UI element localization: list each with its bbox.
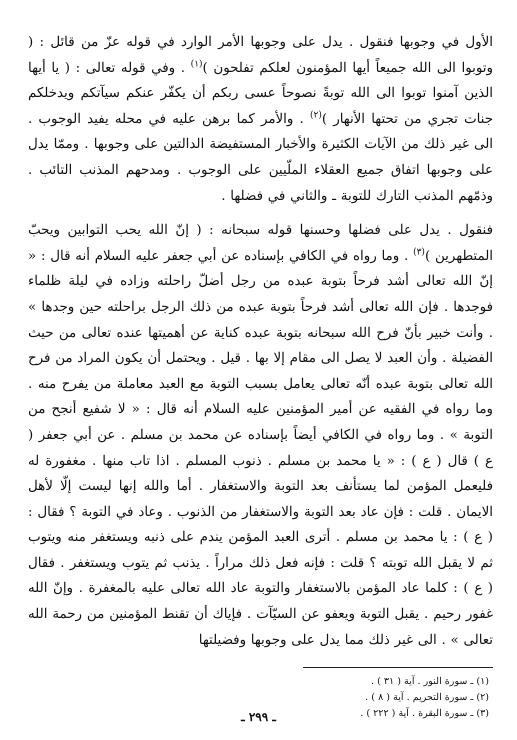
paragraph-1-text-b: . وفي قوله تعالى : ( يا أيها الذين آمنوا توبوا الى الله توبةً نصوحاً عسى ربكم أن يكفّر عنكم سيآتكم ويدخلكم جنات تجري من تحتها الأنهار ): [28, 60, 493, 127]
footnote-divider: [303, 667, 493, 668]
footnote-ref-3[interactable]: (٣): [413, 247, 425, 258]
page-body: [28, 30, 493, 740]
footnote-ref-2[interactable]: (٢): [309, 110, 322, 121]
page-number: ـ ٢٩٩ ـ: [241, 710, 276, 724]
paragraph-obligation: [28, 30, 493, 209]
footnote-item: (١) ـ سورة النور . آية ( ٣١ ) .: [370, 676, 489, 688]
footnote-item: (٣) ـ سورة البقرة . آية ( ٢٢٢ ) .: [360, 708, 489, 720]
paragraph-2-text-a: فنقول . يدل على فضلها وحسنها قوله سبحانه : ( إنّ الله يحب التوابين ويحبّ المتطهرين ): [28, 223, 494, 264]
paragraph-2-text-b: . وما رواه في الكافي بإسناده عن أبي جعفر عليه السلام أنه قال : « إنّ الله تعالى أشد فرحاً بتوبة عبده من رجل أضلّ راحلته وزاده في ليلة ظلماء فوجدها . فإن الله تعالى أشد فرحاً بتوبة عبده من ذلك الرجل براحلته حين وجدها » . وأنت خبير بأنّ فرح الله سبحانه بتوبة عبده كناية عن أهميتها عنده تعالى من حيث الفضيلة . وأن العبد لا يصل الى مقام إلا بها . قيل . ويحتمل أن يكون المراد من فرح الله تعالى بتوبة عبده أنّه تعالى يعامل بسبب التوبة مع العبد معاملة من يفرح منه . وما رواه في الفقيه عن أمير المؤمنين عليه السلام أنه قال : « لا شفيع أنجح من التوبة » . وما رواه في الكافي أيضاً بإسناده عن محمد بن مسلم . عن أبي جعفر ( ع ) قال ( ع ) : « يا محمد بن مسلم . ذنوب المسلم . اذا تاب منها . مغفورة له فليعمل المؤمن لما يستأنف بعد التوبة والاستغفار . أما والله إنها ليست إلّا لأهل الايمان . قلت : فإن عاد بعد التوبة والاستغفار من الذنوب . وعاد في التوبة ؟ فقال : ( ع ) : يا محمد بن مسلم . أترى العبد المؤمن يندم على ذنبه ويستغفر منه ويتوب ثم لا يقبل الله توبته ؟ قلت : فإنه فعل ذلك مراراً . يذنب ثم يتوب ويستغفر . فقال ( ع ) : كلما عاد المؤمن بالاستغفار والتوبة عاد الله تعالى عليه بالمغفرة . وإنّ الله غفور رحيم . يقبل التوبة ويعفو عن السيّآت . فإياك أن تقنط المؤمنين من رحمة الله تعالى » . الى غير ذلك مما يدل على وجوبها وفضيلتها: [28, 248, 493, 648]
paragraph-virtue: [28, 218, 493, 653]
footnote-ref-1[interactable]: (١): [190, 59, 203, 70]
footnote-item: (٢) ـ سورة التحريم . آية ( ٨ ) .: [365, 692, 489, 704]
paragraph-1-text-a: الأول في وجوبها فنقول . يدل على وجوبها الأمر الوارد في قوله عزّ من قائل : ( وتوبوا الى الله جميعاً أيها المؤمنون لعلكم تفلحون ): [28, 35, 493, 76]
paragraph-1-text-c: . والأمر كما برهن عليه في محله يفيد الوجوب . الى غير ذلك من الآيات الكثيرة والأخبار المستفيضة الدالتين على وجوبها . وممّا يدل على وجوبها اتفاق جميع العقلاء الملّيين على الوجوب . ومدحهم المذنب التائب . وذمّهم المذنب التارك للتوبة ـ والثاني في فضلها .: [28, 111, 493, 204]
